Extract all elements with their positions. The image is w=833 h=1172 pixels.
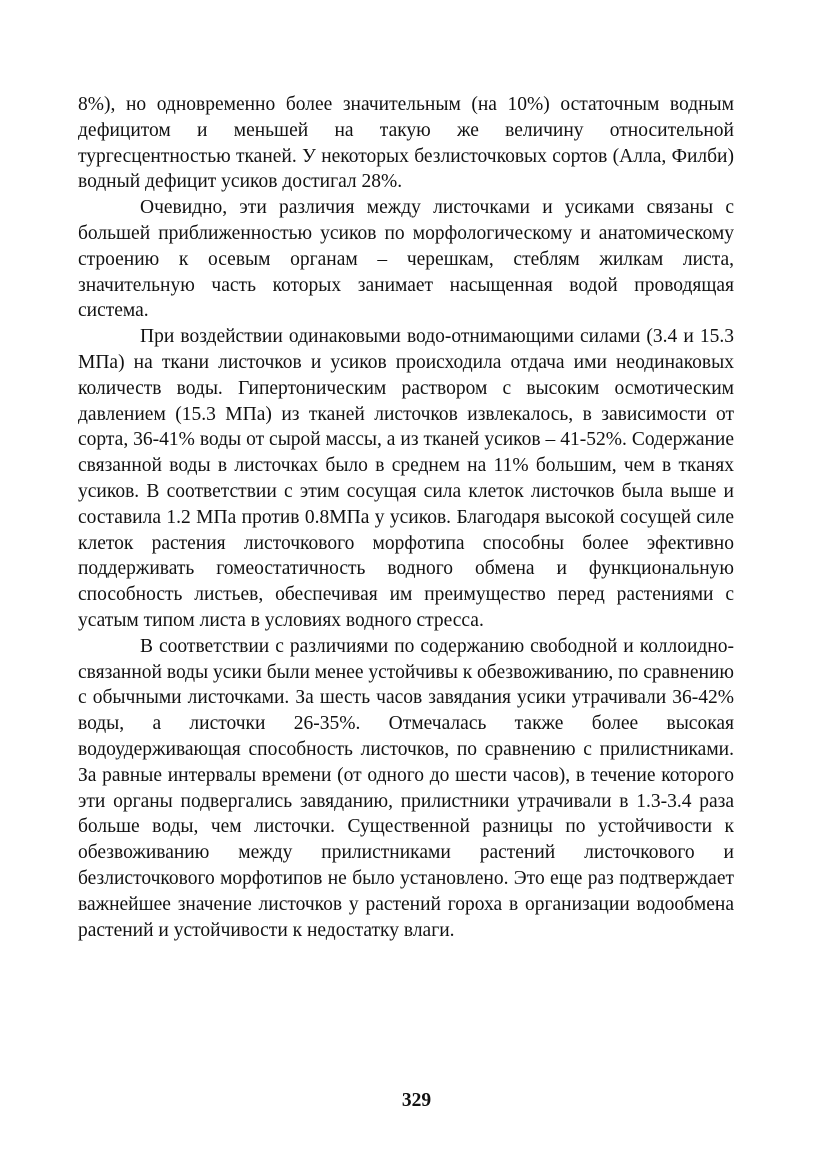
page-number: 329 [401, 1090, 432, 1111]
paragraph-3: При воздействии одинаковыми водо-отнимающими силами (3.4 и 15.3 МПа) на ткани листочков и усиков происходила отдача ими неодинаковых количеств воды. Гипертоническим раствором с высоким осмотическим давлением (15.3 МПа) из тканей листочков извлекалось, в зависимости от сорта, 36-41% воды от сырой массы, а из тканей усиков – 41-52%. Содержание связанной воды в листочках было в среднем на 11% большим, чем в тканях усиков. В соответствии с этим сосущая сила клеток листочков была выше и составила 1.2 МПа против 0.8МПа у усиков. Благодаря высокой сосущей силе клеток растения листочкового морфотипа способны более эфективно поддерживать гомеостатичность водного обмена и функциональную способность листьев, обеспечивая им преимущество перед растениями с усатым типом листа в условиях водного стресса. [78, 326, 734, 631]
page-text-block [78, 92, 734, 943]
paragraph-1: 8%), но одновременно более значительным (на 10%) остаточным водным дефицитом и меньшей на такую же величину относительной тургесцентностью тканей. У некоторых безлисточковых сортов (Алла, Филби) водный дефицит усиков достигал 28%. [78, 94, 734, 193]
paragraph-2: Очевидно, эти различия между листочками и усиками связаны с большей приближенностью усиков по морфологическому и анатомическому строению к осевым органам – черешкам, стеблям жилкам листа, значительную часть которых занимает насыщенная водой проводящая система. [78, 197, 734, 322]
paragraph-4: В соответствии с различиями по содержанию свободной и коллоидно-связанной воды усики были менее устойчивы к обезвоживанию, по сравнению с обычными листочками. За шесть часов завядания усики утрачивали 36-42% воды, а листочки 26-35%. Отмечалась также более высокая водоудерживающая способность листочков, по сравнению с прилистниками. За равные интервалы времени (от одного до шести часов), в течение которого эти органы подвергались завяданию, прилистники утрачивали в 1.3-3.4 раза больше воды, чем листочки. Существенной разницы по устойчивости к обезвоживанию между прилистниками растений листочкового и безлисточкового морфотипов не было установлено. Это еще раз подтверждает важнейшее значение листочков у растений гороха в организации водообмена растений и устойчивости к недостатку влаги. [78, 635, 734, 941]
